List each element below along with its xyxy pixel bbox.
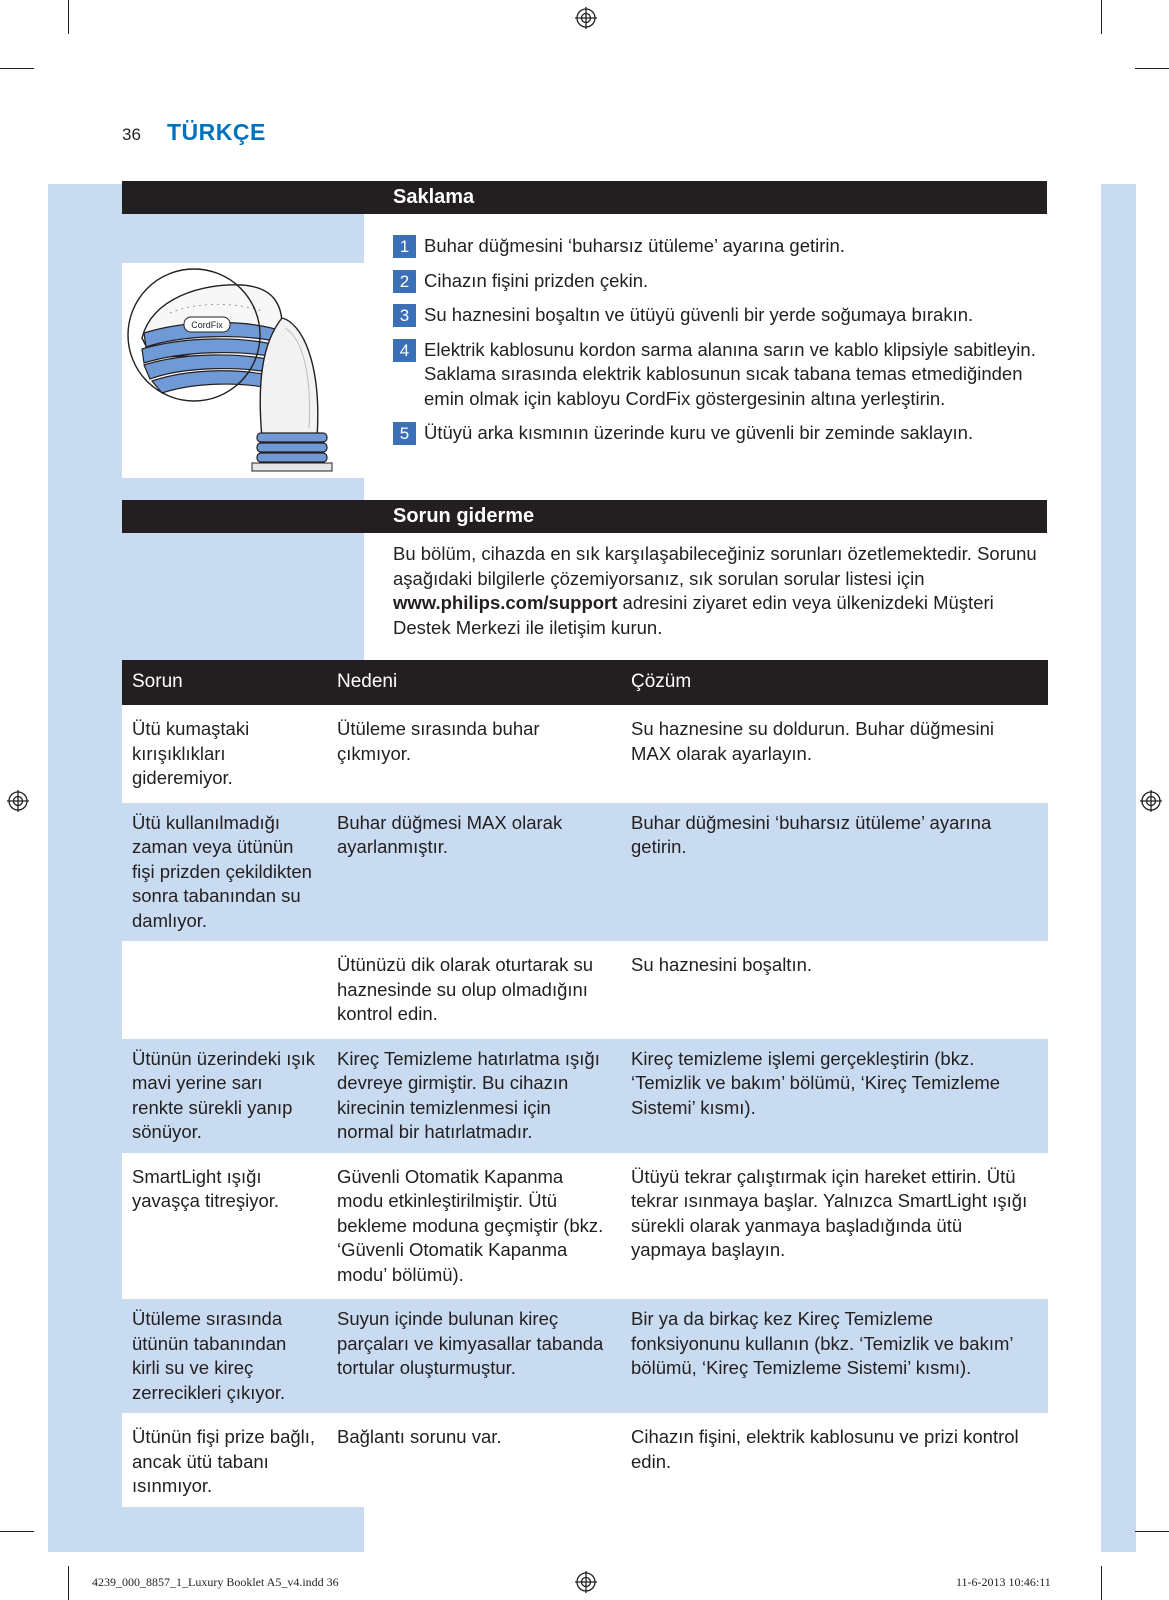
illustration-pointer bbox=[338, 335, 366, 377]
right-blue-panel bbox=[1101, 184, 1136, 1552]
solution-cell: Buhar düğmesini ‘buharsız ütüleme’ ayarına getirin. bbox=[621, 801, 1048, 944]
problem-cell: Ütünün fişi prize bağlı, ancak ütü tabanı ısınmıyor. bbox=[122, 1415, 327, 1507]
crop-mark bbox=[68, 1566, 69, 1600]
crop-mark bbox=[1135, 1531, 1169, 1532]
solution-cell: Cihazın fişini, elektrik kablosunu ve prizi kontrol edin. bbox=[621, 1415, 1048, 1507]
step-item bbox=[393, 234, 1043, 259]
table-row bbox=[122, 943, 1048, 1037]
crop-mark bbox=[1135, 68, 1169, 69]
step-item bbox=[393, 269, 1043, 294]
crop-mark bbox=[0, 1531, 34, 1532]
step-number: 5 bbox=[393, 422, 416, 445]
step-number: 1 bbox=[393, 235, 416, 258]
cause-cell: Suyun içinde bulunan kireç parçaları ve kimyasallar tabanda tortular oluşturmuştur. bbox=[327, 1297, 621, 1415]
storage-section-title: Saklama bbox=[122, 181, 1047, 214]
solution-cell: Ütüyü tekrar çalıştırmak için hareket ettirin. Ütü tekrar ısınmaya başlar. Yalnızca SmartLight ışığı sürekli olarak yanmaya başladığında ütü yapmaya başlayın. bbox=[621, 1155, 1048, 1298]
solution-cell: Su haznesine su doldurun. Buhar düğmesini MAX olarak ayarlayın. bbox=[621, 707, 1048, 801]
table-row bbox=[122, 1297, 1048, 1415]
step-number: 4 bbox=[393, 339, 416, 362]
cause-cell: Buhar düğmesi MAX olarak ayarlanmıştır. bbox=[327, 801, 621, 944]
step-text: Su haznesini boşaltın ve ütüyü güvenli bir yerde soğumaya bırakın. bbox=[424, 304, 974, 325]
table-row bbox=[122, 1155, 1048, 1298]
cause-cell: Ütüleme sırasında buhar çıkmıyor. bbox=[327, 707, 621, 801]
step-item bbox=[393, 421, 1043, 446]
table-row bbox=[122, 1415, 1048, 1507]
step-text: Cihazın fişini prizden çekin. bbox=[424, 269, 649, 291]
step-text: Buhar düğmesini ‘buharsız ütüleme’ ayarına getirin. bbox=[424, 235, 845, 256]
registration-mark-icon bbox=[575, 1571, 597, 1593]
column-header-cause: Nedeni bbox=[327, 660, 621, 707]
registration-mark-icon bbox=[575, 7, 597, 29]
problem-cell: Ütüleme sırasında ütünün tabanından kirli su ve kireç zerrecikleri çıkıyor. bbox=[122, 1297, 327, 1415]
problem-cell: SmartLight ışığı yavaşça titreşiyor. bbox=[122, 1155, 327, 1298]
cordfix-label: CordFix bbox=[191, 320, 223, 330]
crop-mark bbox=[0, 68, 34, 69]
solution-cell: Su haznesini boşaltın. bbox=[621, 943, 1048, 1037]
column-header-solution: Çözüm bbox=[621, 660, 1048, 707]
support-link[interactable]: www.philips.com/support bbox=[393, 592, 618, 613]
table-row bbox=[122, 707, 1048, 801]
step-item bbox=[393, 338, 1043, 412]
registration-mark-icon bbox=[7, 790, 29, 812]
step-number: 2 bbox=[393, 270, 416, 293]
storage-steps bbox=[393, 234, 1043, 456]
troubleshooting-section-title: Sorun giderme bbox=[122, 500, 1047, 533]
troubleshooting-intro bbox=[393, 542, 1048, 640]
solution-cell: Bir ya da birkaç kez Kireç Temizleme fonksiyonunu kullanın (bkz. ‘Temizlik ve bakım’ bölümü, ‘Kireç Temizleme Sistemi’ kısmı). bbox=[621, 1297, 1048, 1415]
step-number: 3 bbox=[393, 304, 416, 327]
footer-timestamp: 11-6-2013 10:46:11 bbox=[956, 1575, 1051, 1589]
troubleshooting-table bbox=[122, 660, 1048, 1507]
table-row bbox=[122, 1037, 1048, 1155]
problem-cell: Ütü kullanılmadığı zaman veya ütünün fişi prizden çekildikten sonra tabanından su damlıyor. bbox=[122, 801, 327, 944]
problem-cell: Ütü kumaştaki kırışıklıkları gideremiyor. bbox=[122, 707, 327, 801]
crop-mark bbox=[1101, 0, 1102, 34]
cause-cell: Bağlantı sorunu var. bbox=[327, 1415, 621, 1507]
cause-cell: Kireç Temizleme hatırlatma ışığı devreye girmiştir. Bu cihazın kirecinin temizlenmesi için normal bir hatırlatmadır. bbox=[327, 1037, 621, 1155]
cause-cell: Ütünüzü dik olarak oturtarak su haznesinde su olup olmadığını kontrol edin. bbox=[327, 943, 621, 1037]
crop-mark bbox=[1101, 1566, 1102, 1600]
problem-cell bbox=[122, 943, 327, 1037]
intro-text: adresini ziyaret edin veya ülkenizdeki Müşteri Destek Merkezi ile iletişim kurun. bbox=[393, 592, 994, 638]
step-item bbox=[393, 303, 1043, 328]
footer-filename: 4239_000_8857_1_Luxury Booklet A5_v4.indd 36 bbox=[92, 1575, 339, 1589]
cordfix-illustration bbox=[122, 263, 365, 478]
crop-mark bbox=[68, 0, 69, 34]
step-text: Ütüyü arka kısmının üzerinde kuru ve güvenli bir zeminde saklayın. bbox=[424, 422, 974, 443]
intro-text: Bu bölüm, cihazda en sık karşılaşabileceğiniz sorunları özetlemektedir. Sorunu aşağıdaki bilgilerle çözemiyorsanız, sık sorulan sorular listesi için bbox=[393, 543, 1037, 589]
step-text: Elektrik kablosunu kordon sarma alanına sarın ve kablo klipsiyle sabitleyin. Saklama sırasında elektrik kablosunun sıcak tabana temas etmediğinden emin olmak için kabloyu CordFix göstergesinin altına yerleştirin. bbox=[424, 338, 1036, 409]
column-header-problem: Sorun bbox=[122, 660, 327, 707]
table-header-row bbox=[122, 660, 1048, 707]
registration-mark-icon bbox=[1140, 790, 1162, 812]
problem-cell: Ütünün üzerindeki ışık mavi yerine sarı renkte sürekli yanıp sönüyor. bbox=[122, 1037, 327, 1155]
cause-cell: Güvenli Otomatik Kapanma modu etkinleştirilmiştir. Ütü bekleme moduna geçmiştir (bkz. ‘Güvenli Otomatik Kapanma modu’ bölümü). bbox=[327, 1155, 621, 1298]
solution-cell: Kireç temizleme işlemi gerçekleştirin (bkz. ‘Temizlik ve bakım’ bölümü, ‘Kireç Temizleme Sistemi’ kısmı). bbox=[621, 1037, 1048, 1155]
page-number: 36 bbox=[122, 125, 141, 144]
table-row bbox=[122, 801, 1048, 944]
language-heading: TÜRKÇE bbox=[167, 119, 266, 145]
